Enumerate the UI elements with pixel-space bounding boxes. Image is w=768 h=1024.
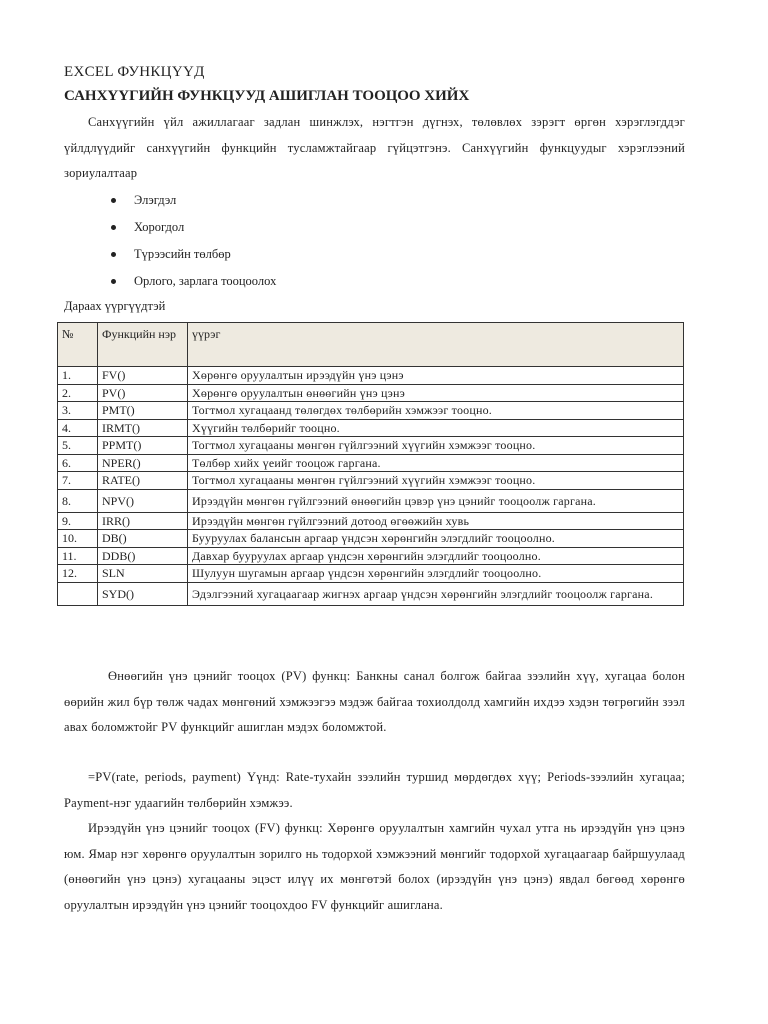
row-description: Ирээдүйн мөнгөн гүйлгээний өнөөгийн цэвэр үнэ цэнийг тооцоолж гаргана. [188,489,684,512]
header-number: № [58,323,98,367]
row-number: 6. [58,454,98,472]
table-body [58,367,684,606]
row-number: 11. [58,547,98,565]
row-description: Бууруулах балансын аргаар үндсэн хөрөнгийн элэгдлийг тооцоолно. [188,530,684,548]
row-function-name: RATE() [98,472,188,490]
row-description: Хөрөнгө оруулалтын ирээдүйн үнэ цэнэ [188,367,684,385]
row-description: Эдэлгээний хугацаагаар жигнэх аргаар үндсэн хөрөнгийн элэгдлийг тооцоолж гаргана. [188,582,684,605]
row-number: 5. [58,437,98,455]
row-function-name: NPV() [98,489,188,512]
row-number: 9. [58,512,98,530]
table-row [58,367,684,385]
row-function-name: SLN [98,565,188,583]
row-description: Ирээдүйн мөнгөн гүйлгээний дотоод өгөөжийн хувь [188,512,684,530]
bullet-item: Элэгдэл [64,188,276,215]
header-function-name: Функцийн нэр [98,323,188,367]
formula-paragraph: =PV(rate, periods, payment) Үүнд: Rate-тухайн зээлийн туршид мөрдөгдөх хүү; Periods-зээлийн хугацаа; Payment-нэг удаагийн төлбөрийн хэмжээ. [64,770,685,810]
row-function-name: DDB() [98,547,188,565]
row-number: 4. [58,419,98,437]
bullet-item: Хорогдол [64,215,276,242]
document-title: EXCEL ФУНКЦҮҮД [64,64,205,80]
table-row [58,419,684,437]
row-number [58,582,98,605]
header-role: үүрэг [188,323,684,367]
row-description: Хөрөнгө оруулалтын өнөөгийн үнэ цэнэ [188,384,684,402]
table-row [58,384,684,402]
row-function-name: DB() [98,530,188,548]
row-number: 8. [58,489,98,512]
table-header-row [58,323,684,367]
row-function-name: IRMT() [98,419,188,437]
row-number: 1. [58,367,98,385]
row-function-name: SYD() [98,582,188,605]
fv-paragraph: Ирээдүйн үнэ цэнийг тооцох (FV) функц: Хөрөнгө оруулалтын хамгийн чухал утга нь ирээдүйн үнэ цэнэ юм. Ямар нэг хөрөнгө оруулалтын зорилго нь тодорхой хэмжээний мөнгийг тодорхой хугацаагаар байршуулаад (өнөөгийн үнэ цэнэ) хугацааны эцэст илүү их мөнгөтэй болох (ирээдүйн үнэ цэнэ) явдал бөгөөд хөрөнгө оруулалтын ирээдүйн үнэ цэнийг тооцохдоо FV функцийг ашиглана. [64,821,685,912]
row-description: Тогтмол хугацааны мөнгөн гүйлгээний хүүгийн хэмжээг тооцно. [188,472,684,490]
row-description: Тогтмол хугацаанд төлөгдөх төлбөрийн хэмжээг тооцно. [188,402,684,420]
pv-paragraph: Өнөөгийн үнэ цэнийг тооцох (PV) функц: Банкны санал болгож байгаа зээлийн хүү, хугацаа болон өөрийн жил бүр төлж чадах мөнгөний хэмжээгээ мэдэж байгаа тохиолдолд хамгийн ихдээ хэдэн төгрөгийн зээл авах боломжтойг PV функцийг ашиглан мэдэх боломжтой. [64,669,685,734]
table-row [58,437,684,455]
intro-paragraph: Санхүүгийн үйл ажиллагааг задлан шинжлэх, нэгтгэн дүгнэх, төлөвлөх зэрэгт өргөн хэрэглэгддэг үйлдлүүдийг санхүүгийн функцийн тусламжтайгаар гүйцэтгэнэ. Санхүүгийн функцуудыг хэрэглээний зориулалтаар [64,115,685,180]
table-row [58,472,684,490]
row-function-name: PV() [98,384,188,402]
table-row [58,530,684,548]
row-description: Тогтмол хугацааны мөнгөн гүйлгээний хүүгийн хэмжээг тооцно. [188,437,684,455]
row-function-name: IRR() [98,512,188,530]
row-description: Давхар бууруулах аргаар үндсэн хөрөнгийн элэгдлийг тооцоолно. [188,547,684,565]
row-description: Шулуун шугамын аргаар үндсэн хөрөнгийн элэгдлийг тооцоолно. [188,565,684,583]
table-row [58,565,684,583]
row-function-name: PMT() [98,402,188,420]
table-row [58,402,684,420]
row-number: 12. [58,565,98,583]
row-number: 7. [58,472,98,490]
table-row [58,454,684,472]
table-row [58,489,684,512]
table-row [58,582,684,605]
row-description: Хүүгийн төлбөрийг тооцно. [188,419,684,437]
table-row [58,512,684,530]
row-number: 3. [58,402,98,420]
row-number: 2. [58,384,98,402]
table-lead-text: Дараах үүргүүдтэй [64,299,166,313]
row-description: Төлбөр хийх үеийг тооцож гаргана. [188,454,684,472]
table-row [58,547,684,565]
row-function-name: FV() [98,367,188,385]
row-function-name: NPER() [98,454,188,472]
bullet-item: Түрээсийн төлбөр [64,242,276,269]
section-heading: САНХҮҮГИЙН ФУНКЦУУД АШИГЛАН ТООЦОО ХИЙХ [64,88,470,104]
bullet-list [64,188,276,296]
bullet-item: Орлого, зарлага тооцоолох [64,269,276,296]
row-number: 10. [58,530,98,548]
row-function-name: PPMT() [98,437,188,455]
functions-table [57,322,684,606]
